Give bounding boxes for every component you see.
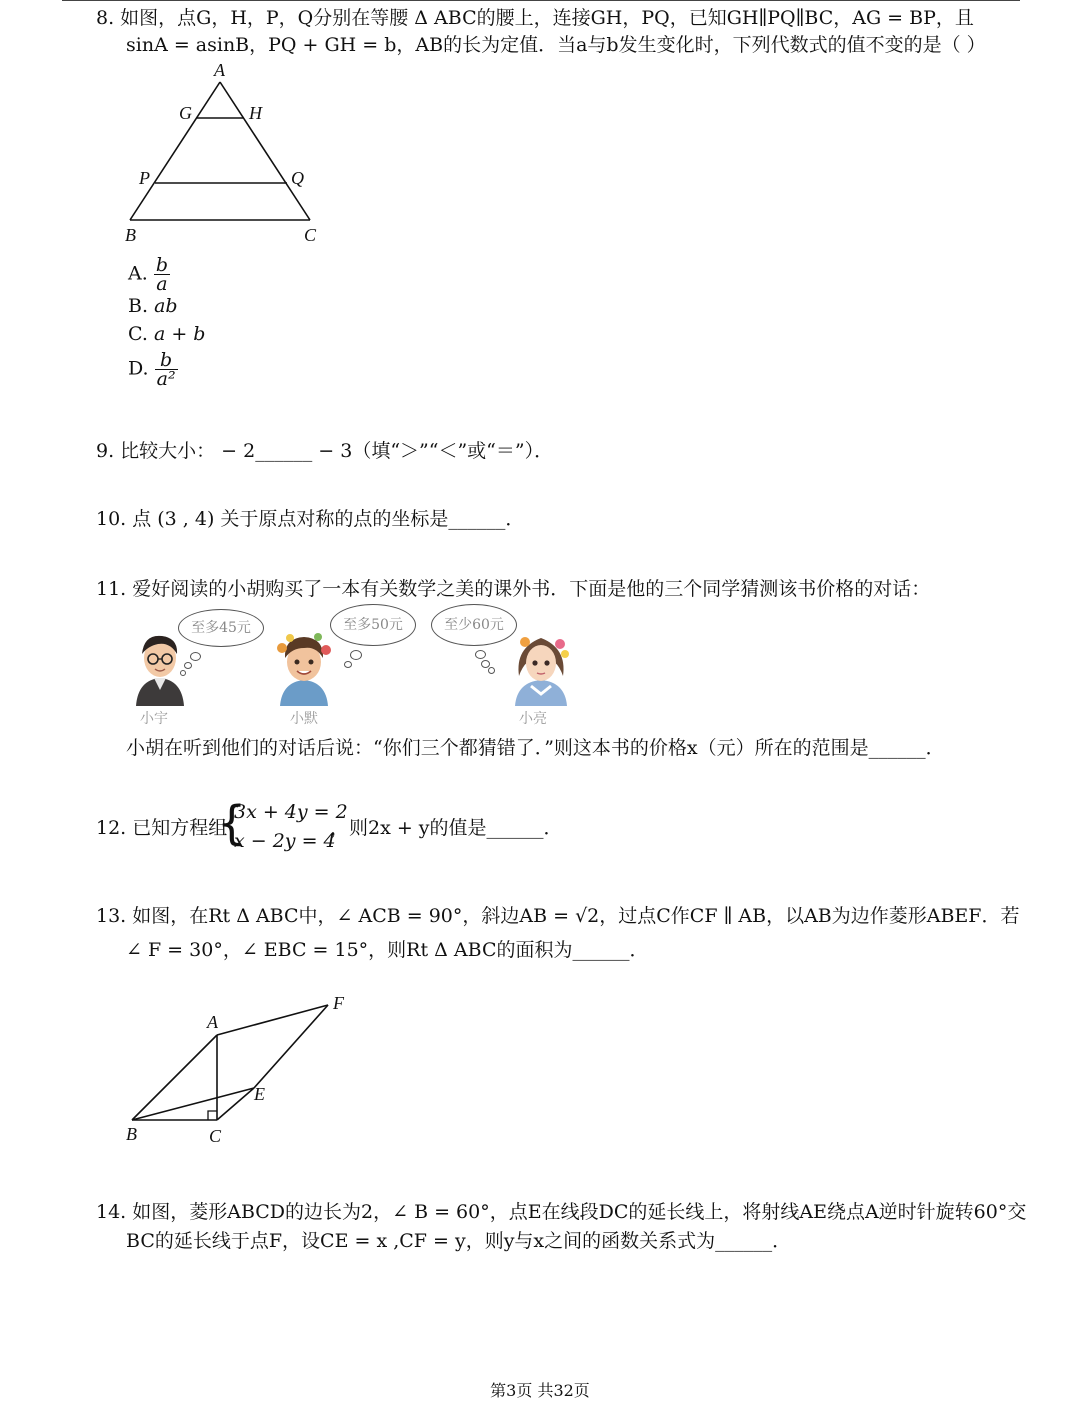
thought-bubble-2: 至多50元 [330, 604, 416, 646]
q10-text: 点 (3 , 4) 关于原点对称的点的坐标是______． [132, 508, 525, 530]
q13-label-c: C [209, 1126, 222, 1146]
q8-option-b[interactable] [128, 295, 178, 317]
student-xiaoliang-illustration [505, 628, 577, 706]
student-name-3: 小亮 [519, 711, 547, 727]
q8-text-1: 如图，点G，H，P，Q分别在等腰 Δ ABC的腰上，连接GH，PQ，已知GH∥PQ∥BC，AG = BP，且 [120, 7, 974, 29]
q13-label-a: A [207, 1012, 218, 1032]
q8-line2: sinA = asinB，PQ + GH = b，AB的长为定值．当a与b发生变化时，下列代数式的值不变的是（ ） [126, 34, 986, 56]
option-d-denominator: a² [156, 368, 176, 390]
option-a-letter: A. [128, 262, 148, 285]
q13-line2: ∠ F = 30°，∠ EBC = 15°，则Rt Δ ABC的面积为______． [126, 939, 649, 961]
thought-bubble-3: 至少60元 [431, 604, 517, 646]
q8-number: 8. [96, 7, 115, 29]
q10-line [96, 506, 524, 532]
q12-equation-2: x − 2y = 4 [234, 830, 336, 852]
page-footer: 第3页 共32页 [490, 1381, 590, 1400]
student-name-1: 小宇 [140, 711, 168, 727]
q11-conclusion: 小胡在听到他们的对话后说：“你们三个都猜错了．”则这本书的价格x（元）所在的范围是______． [126, 737, 945, 759]
thought-bubble-1: 至多45元 [178, 609, 264, 647]
bubble-dot [190, 652, 201, 661]
option-b-letter: B. [128, 295, 149, 317]
system-brace: { [217, 796, 247, 850]
q9-line [96, 438, 553, 464]
q8-option-d[interactable] [128, 351, 178, 388]
side-ab [130, 82, 220, 220]
q13-label-f: F [333, 993, 344, 1013]
q8-label-b: B [125, 225, 136, 245]
q9-number: 9. [96, 440, 115, 462]
q8-label-g: G [179, 103, 192, 123]
q8-triangle-figure [110, 60, 340, 250]
q12-line [96, 815, 227, 841]
q8-option-c[interactable] [128, 323, 205, 345]
q13-line1 [96, 903, 1020, 929]
q14-line1 [96, 1199, 1026, 1225]
segment-ba [132, 1035, 217, 1120]
q13-text-1: 如图，在Rt Δ ABC中，∠ ACB = 90°，斜边AB = √2，过点C作CF ∥ AB，以AB为边作菱形ABEF．若 [132, 905, 1020, 927]
q10-number: 10. [96, 508, 127, 530]
option-a-fraction [154, 256, 170, 293]
top-rule [62, 0, 1020, 1]
q8-label-p: P [139, 168, 150, 188]
q11-line [96, 576, 930, 602]
q12-number: 12. [96, 817, 127, 839]
q11-text: 爱好阅读的小胡购买了一本有关数学之美的课外书．下面是他的三个同学猜测该书价格的对话： [132, 578, 931, 600]
q14-number: 14. [96, 1201, 127, 1223]
q9-text: 比较大小： − 2______ − 3（填“＞”“＜”或“＝”）． [120, 440, 554, 462]
q12-equation-1: 3x + 4y = 2 [234, 801, 348, 823]
segment-af [217, 1005, 328, 1035]
option-c-text: a + b [153, 323, 206, 345]
option-b-text: ab [154, 295, 178, 317]
option-a-denominator: a [156, 273, 168, 295]
option-d-numerator: b [155, 351, 178, 370]
side-ac [220, 82, 310, 220]
q8-option-a[interactable] [128, 256, 170, 293]
bubble-dot [344, 661, 352, 668]
q13-label-b: B [126, 1124, 137, 1144]
q13-number: 13. [96, 905, 127, 927]
q8-label-a: A [214, 60, 225, 80]
q8-label-h: H [249, 103, 262, 123]
q13-rhombus-figure [110, 985, 370, 1155]
q14-line2: BC的延长线于点F，设CE = x ,CF = y，则y与x之间的函数关系式为______． [126, 1230, 792, 1252]
q14-text-1: 如图，菱形ABCD的边长为2，∠ B = 60°，点E在线段DC的延长线上，将射线AE绕点A逆时针旋转60°交 [132, 1201, 1027, 1223]
q8-label-q: Q [291, 168, 304, 188]
q8-line1 [96, 5, 974, 31]
q12-suffix: ，则2x + y的值是______． [330, 817, 563, 839]
student-xiaoyu-illustration [130, 628, 190, 706]
q8-label-c: C [304, 225, 317, 245]
option-a-numerator: b [155, 254, 168, 276]
bubble-dot [488, 667, 495, 674]
segment-fe [254, 1005, 328, 1088]
bubble-dot [350, 650, 362, 660]
q11-number: 11. [96, 578, 127, 600]
option-d-fraction [155, 351, 178, 388]
q13-label-e: E [254, 1084, 265, 1104]
student-name-2: 小默 [290, 711, 318, 727]
student-xiaomo-illustration [268, 628, 340, 706]
q12-prefix: 已知方程组 [132, 817, 228, 839]
right-angle-mark [208, 1111, 217, 1120]
option-c-letter: C. [128, 323, 148, 345]
bubble-dot [475, 650, 486, 659]
option-d-letter: D. [128, 357, 149, 380]
